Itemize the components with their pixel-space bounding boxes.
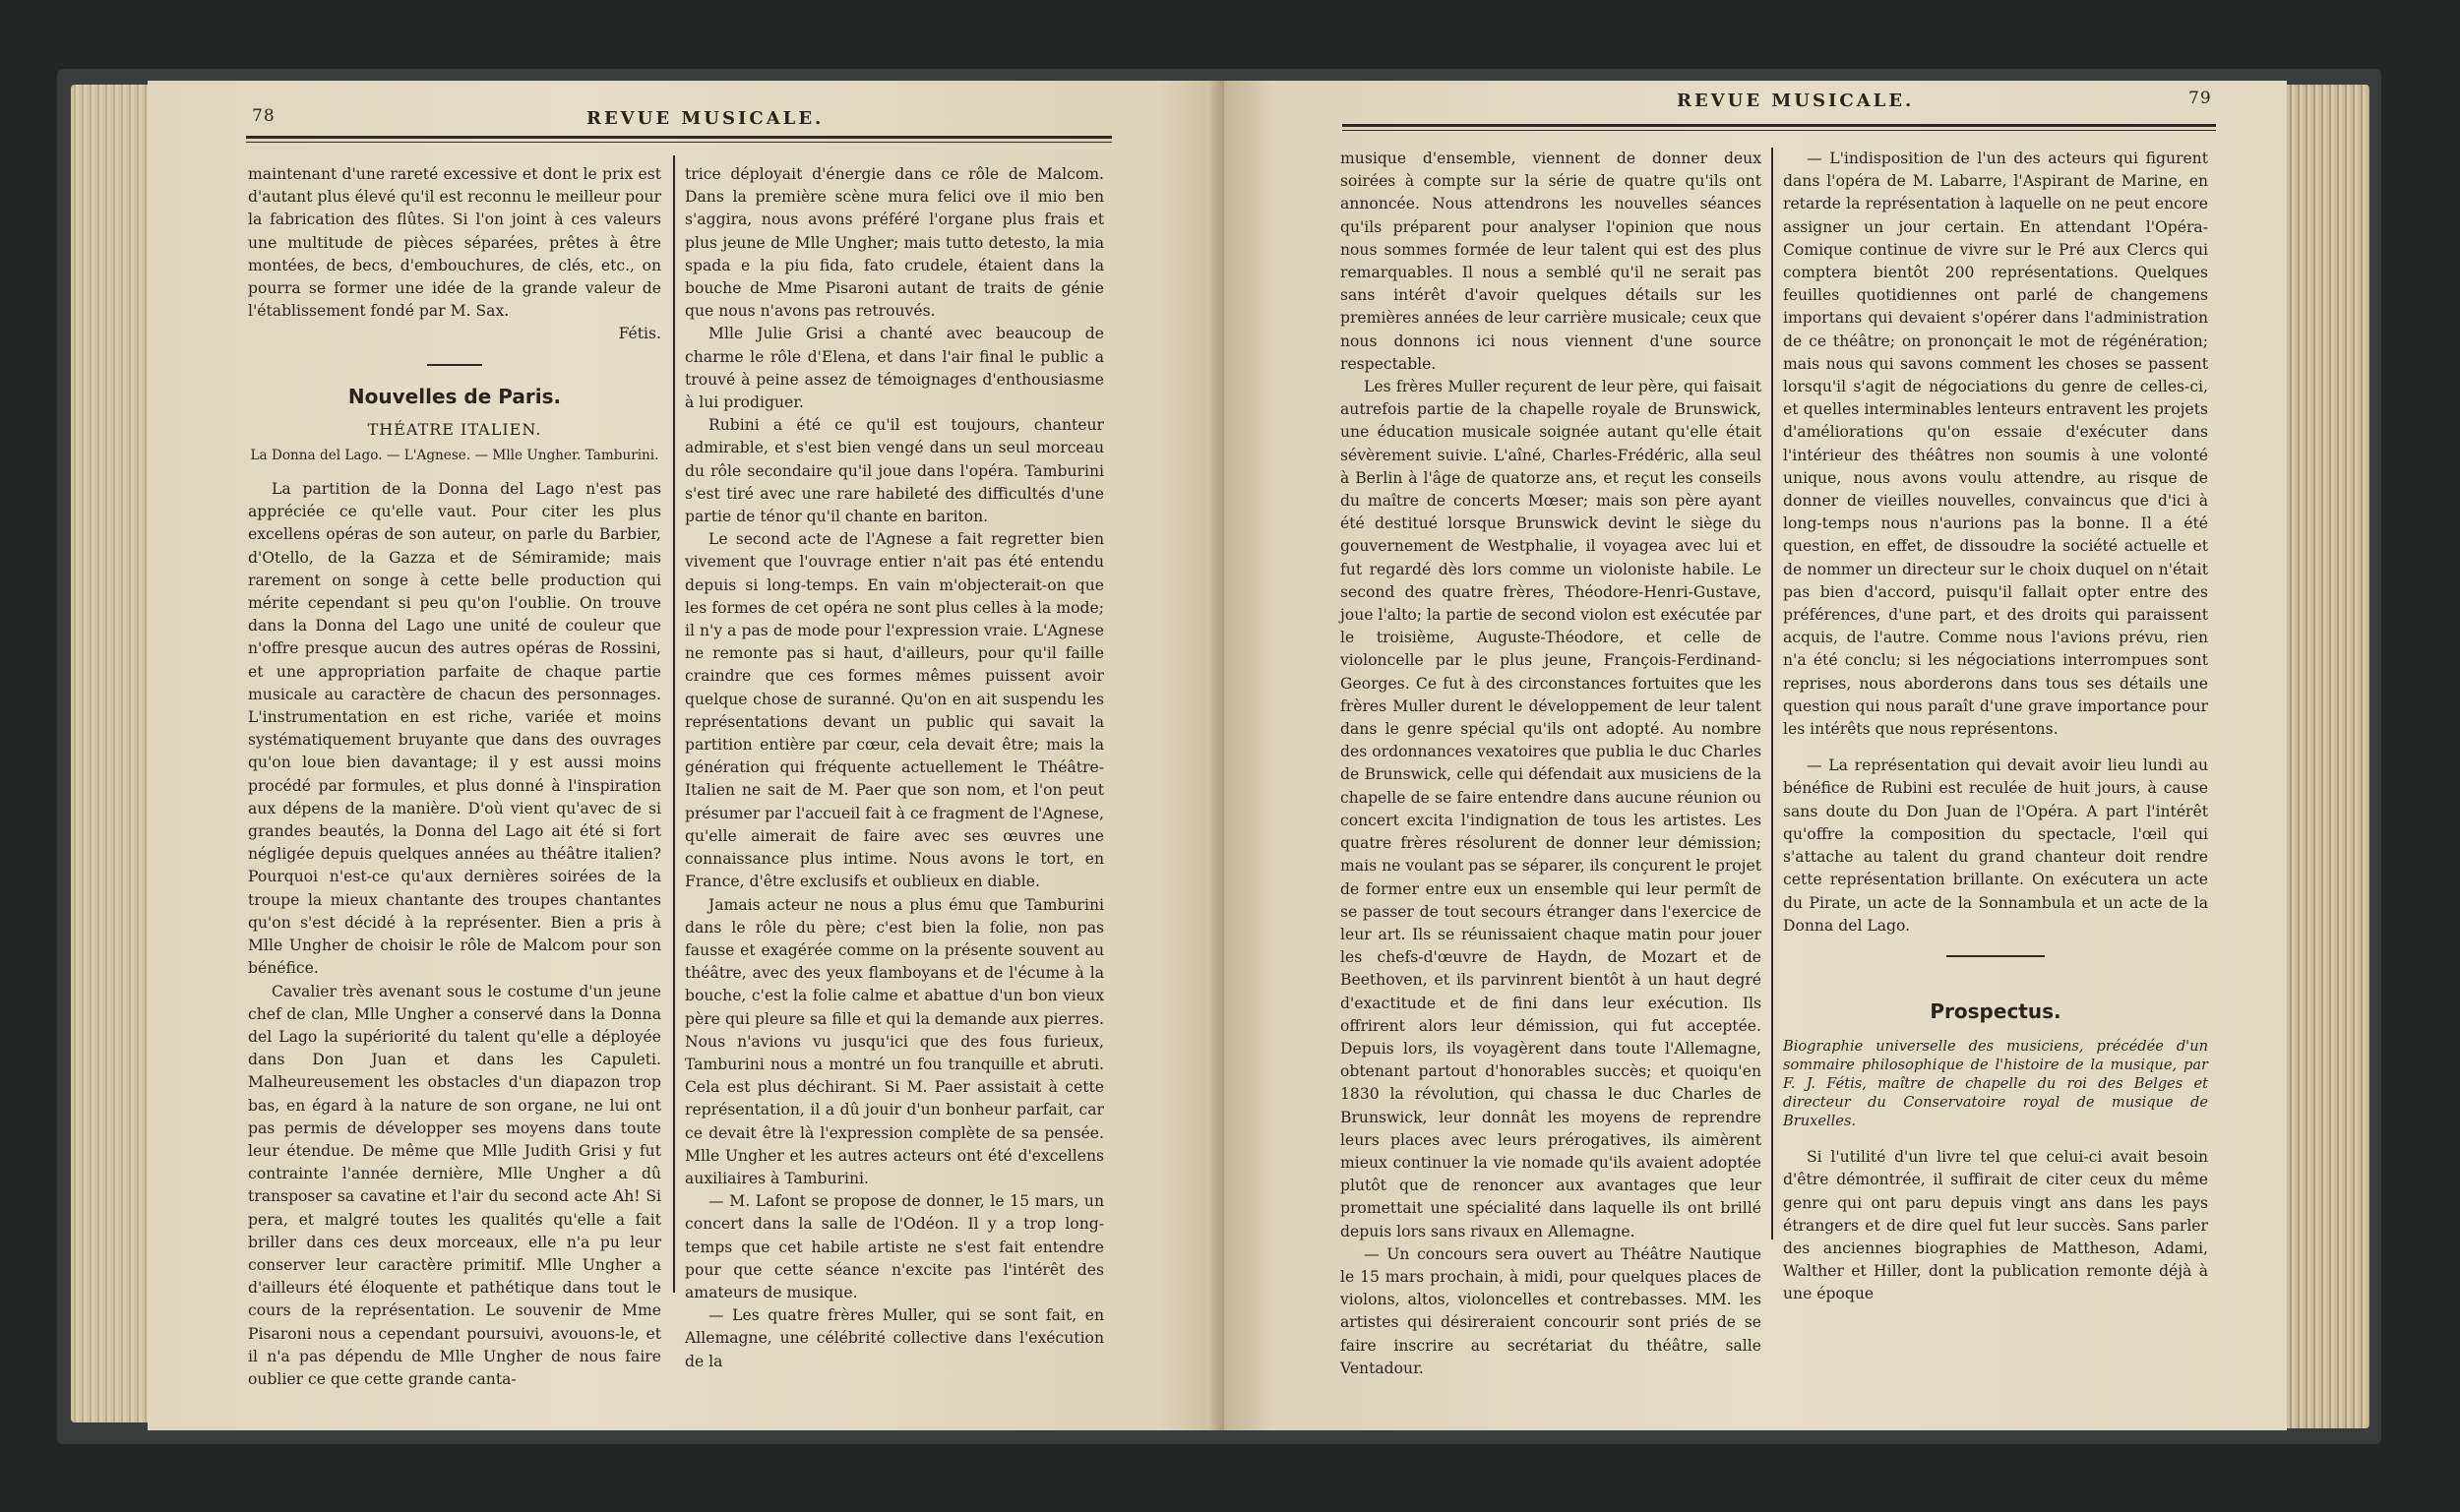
paragraph: — Un concours sera ouvert au Théâtre Nautique le 15 mars prochain, à midi, pour quelques places de violons, altos, violoncelles et contrebasses. MM. les artistes qui désireraient concourir sont priés de se faire inscrire au secrétariat du théâtre, salle Ventadour. xyxy=(1340,1244,1761,1377)
right-col-2 xyxy=(1783,148,2208,1306)
paragraph: Si l'utilité d'un livre tel que celui-ci avait besoin d'être démontrée, il suffirait de citer ceux du même genre qui ont paru depuis vingt ans dans les pays étrangers et de dire quel fut leur succès. Sans parler des anciennes biographies de Mattheson, Adami, Walther et Hiller, dont la publication remonte déjà à une époque xyxy=(1783,1148,2208,1303)
paragraph: trice déployait d'énergie dans ce rôle de Malcom. Dans la première scène mura felici ove il mio ben s'aggira, nous avons préféré l'organe plus frais et plus jeune de Mlle Ungher; mais tutto detesto, la mia spada e la piu fida, fato crudele, étaient dans la bouche de Mme Pisaroni autant de traits de génie que nous n'avons pas retrouvés. xyxy=(685,165,1104,321)
left-col-1 xyxy=(248,163,661,1391)
author-signature: Fétis. xyxy=(618,325,661,343)
prospectus-title: Prospectus. xyxy=(1930,998,2061,1023)
paragraph: — Les quatre frères Muller, qui se sont fait, en Allemagne, une célébrité collective dans l'exécution de la xyxy=(685,1306,1104,1370)
left-col-2 xyxy=(685,163,1104,1373)
right-col-1 xyxy=(1340,148,1761,1380)
paragraph: Le second acte de l'Agnese a fait regretter bien vivement que l'ouvrage entier n'ait pas été entendu depuis si long-temps. En vain m'objecterait-on que les formes de cet opéra ne sont plus celles à la mode; il n'y a pas de mode pour l'expression vraie. L'Agnese ne remonte pas si haut, d'ailleurs, pour qu'il faille craindre que ces formes mêmes puissent avoir quelque chose de suranné. Qu'on en ait suspendu les représentations devant un public qui savait la partition entière par cœur, cela devait être; mais la génération qui fréquente actuellement le Théâtre-Italien ne sait de M. Paer que son nom, et l'on peut présumer par l'accueil fait à ce fragment de l'Agnese, qu'elle aimerait de faire avec ses œuvres une connaissance plus intime. Nous avons le tort, en France, d'être exclusifs et oublieux en diable. xyxy=(685,530,1104,891)
paragraph: Rubini a été ce qu'il est toujours, chanteur admirable, et s'est bien vengé dans un seul morceau du rôle secondaire qu'il joue dans l'opéra. Tamburini s'est tiré avec une rare habileté des difficultés d'une partie de ténor qu'il chante en bariton. xyxy=(685,416,1104,526)
paragraph: Cavalier très avenant sous le costume d'un jeune chef de clan, Mlle Ungher a conservé dans la Donna del Lago la supériorité du talent qu'elle a déployée dans Don Juan et dans les Capuleti. Malheureusement les obstacles d'un diapazon trop bas, en égard à la nature de son organe, ne lui ont pas permis de développer ses moyens dans toute leur étendue. De même que Mlle Judith Grisi y fut contrainte l'année dernière, Mlle Ungher a dû transposer sa cavatine et l'air du second acte Ah! Si pera, et malgré toutes les qualités qu'elle a fait briller dans ces deux morceaux, elle n'a pu leur conserver leur caractère primitif. Mlle Ungher a d'ailleurs été éloquente et pathétique dans tout le cours de la représentation. Le souvenir de Mme Pisaroni nous a cependant poursuivi, avouons-le, et il n'a pas dépendu de Mlle Ungher de nous faire oublier ce que cette grande canta- xyxy=(248,982,661,1388)
section-title: Nouvelles de Paris. xyxy=(347,384,562,408)
paragraph: musique d'ensemble, viennent de donner deux soirées à compte sur la série de quatre qu'ils ont annoncée. Nous attendrons les nouvelles séances qu'ils préparent pour analyser l'opinion que nous nous sommes formée de leur talent qui est des plus remarquables. Il nous a semblé qu'il ne serait pas sans intérêt d'avoir quelques détails sur les premières années de leur carrière musicale; ceux que nous donnons ici nous viennent d'une source respectable. xyxy=(1340,150,1761,373)
paragraph: — M. Lafont se propose de donner, le 15 mars, un concert dans la salle de l'Odéon. Il y a trop long-temps que cet habile artiste ne s'est fait entendre pour que cette séance n'excite pas l'intérêt des amateurs de musique. xyxy=(685,1192,1104,1301)
right-column-divider xyxy=(1771,148,1773,1240)
right-header-rule xyxy=(1342,124,2216,127)
left-header-rule-thin xyxy=(246,142,1112,143)
paragraph: Jamais acteur ne nous a plus ému que Tamburini dans le rôle du père; c'est bien la folie, non pas fausse et exagérée comme on la présente souvent au théâtre, avec des yeux flamboyans et de l'écume à la bouche, c'est la folie calme et abattue d'un bon vieux père qui pleure sa fille et qui la demande aux pierres. Nous n'avions vu jusqu'ici que des fous furieux, Tamburini nous a montré un fou tranquille et abruti. Cela est plus déchirant. Si M. Paer assistait à cette représentation, il a dû jouir d'un bonheur parfait, car ce devait être là l'expression complète de sa pensée. Mlle Ungher et les autres acteurs ont été d'excellens auxiliaires à Tamburini. xyxy=(685,895,1104,1187)
right-header-rule-thin xyxy=(1342,130,2216,131)
paragraph: Mlle Julie Grisi a chanté avec beaucoup de charme le rôle d'Elena, et dans l'air final le public a trouvé à peine assez de témoignages d'enthousiasme à lui prodiguer. xyxy=(685,325,1104,412)
paragraph: — L'indisposition de l'un des acteurs qui figurent dans l'opéra de M. Labarre, l'Aspirant de Marine, en retarde la représentation à laquelle on ne peut encore assigner un jour certain. En attendant l'Opéra-Comique continue de vivre sur le Pré aux Clercs qui comptera bientôt 200 représentations. Quelques feuilles quotidiennes ont parlé de changemens importans qui devaient s'opérer dans l'administration de ce théâtre; on prononçait le mot de régénération; mais nous qui savons comment les choses se passent lorsqu'il s'agit de négociations du genre de celles-ci, et quelles interminables lenteurs entravent les projets d'améliorations qu'on essaie d'exécuter dans l'intérieur des théâtres non soumis à une volonté unique, nous avons voulu attendre, au risque de donner de vieilles nouvelles, convaincus que d'ici à long-temps nous n'aurions pas la bonne. Il a été question, en effet, de dissoudre la société actuelle et de nommer un directeur sur le choix duquel on n'était pas bien d'accord, puisqu'il fallait opter entre des préférences, d'une part, et des droits qui paraissent acquis, de l'autre. Comme nous l'avions prévu, rien n'a été conclu; si les négociations interrompues sont reprises, nous aborderons dans tous ses détails une question qui nous paraît d'une grave importance pour les intérêts que nous représentons. xyxy=(1783,150,2208,739)
cast-note: La Donna del Lago. — L'Agnese. — Mlle Ungher. Tamburini. xyxy=(250,448,659,464)
left-column-divider xyxy=(673,155,675,1293)
article-continuation: maintenant d'une rareté excessive et dont le prix est d'autant plus élevé qu'il est reconnu le meilleur pour la fabrication des flûtes. Si l'on joint à ces valeurs une multitude de pièces séparées, prêtes à être montées, de becs, d'embouchures, de clés, etc., on pourra se former une idée de la grande valeur de l'établissement fondé par M. Sax. xyxy=(248,165,661,321)
subsection-title: THÉATRE ITALIEN. xyxy=(367,419,542,439)
paragraph: La partition de la Donna del Lago n'est pas appréciée ce qu'elle vaut. Pour citer les plus excellens opéras de son auteur, on parle du Barbier, d'Otello, de la Gazza et de Sémiramide; mais rarement on songe à cette belle production qui mérite cependant si peu qu'on l'oublie. On trouve dans la Donna del Lago une unité de couleur que n'offre presque aucun des autres opéras de Rossini, et une appropriation parfaite de chaque partie musicale au caractère de chacun des personnages. L'instrumentation en est riche, variée et moins systématiquement bruyante que dans des ouvrages qu'on loue bien davantage; il y est aussi moins procédé par formules, et plus donné à l'inspiration aux dépens de la manière. D'où vient qu'avec de si grandes beautés, la Donna del Lago ait été si fort négligée depuis quelques années au théâtre italien? Pourquoi n'est-ce qu'aux dernières soirées de la troupe la mieux chantante des troupes chantantes qu'on s'est décidé à la représenter. Bien a pris à Mlle Ungher de choisir le rôle de Malcom pour son bénéfice. xyxy=(248,480,661,978)
left-running-head: REVUE MUSICALE. xyxy=(586,108,825,129)
prospectus-intro: Biographie universelle des musiciens, précédée d'un sommaire philosophique de l'histoire de la musique, par F. J. Fétis, maître de chapelle du roi des Belges et directeur du Conservatoire royal de musique de Bruxelles. xyxy=(1783,1038,2208,1130)
left-header-rule xyxy=(246,136,1112,139)
left-page-number: 78 xyxy=(252,106,276,126)
right-running-head: REVUE MUSICALE. xyxy=(1677,91,1915,111)
right-page-number: 79 xyxy=(2188,89,2212,108)
paragraph: Les frères Muller reçurent de leur père, qui faisait autrefois partie de la chapelle royale de Brunswick, une éducation musicale soignée autant qu'elle était sévèrement suivie. L'aîné, Charles-Frédéric, alla seul à Berlin à l'âge de quatorze ans, et reçut les conseils du maître de concerts Mœser; mais son père ayant été destitué lorsque Brunswick devint le siège du gouvernement de Westphalie, il voyagea avec lui et fut regardé dès lors comme un violoniste habile. Le second des quatre frères, Théodore-Henri-Gustave, joue l'alto; la partie de second violon est exécutée par le troisième, Auguste-Théodore, et celle de violoncelle par le plus jeune, François-Ferdinand-Georges. Ce fut à des circonstances fortuites que les frères Muller durent le développement de leur talent dans le genre spécial qu'ils ont adopté. Au nombre des ordonnances vexatoires que publia le duc Charles de Brunswick, celle qui défendait aux musiciens de la chapelle de se faire entendre dans aucune réunion ou concert excita l'indignation de tous les artistes. Les quatre frères résolurent de donner leur démission; mais ne voulant pas se séparer, ils conçurent le projet de former entre eux un ensemble qui leur permît de se passer de tout secours étranger dans l'exercice de leur art. Ils se réunissaient chaque matin pour jouer les chefs-d'œuvre de Haydn, de Mozart et de Beethoven, et ils parvinrent bientôt à un haut degré d'exactitude et de fini dans leur exécution. Ils offrirent alors leur démission, qui fut acceptée. Depuis lors, ils voyagèrent dans toute l'Allemagne, obtenant partout d'honorables succès; et quoiqu'en 1830 la révolution, qui chassa le duc Charles de Brunswick, leur donnât les moyens de reprendre leurs places avec leurs prérogatives, ils aimèrent mieux continuer la vie nomade qu'ils avaient adoptée plutôt que de renoncer aux avantages que leur promettait une spécialité dans laquelle ils ont brillé depuis lors sans rivaux en Allemagne. xyxy=(1340,378,1761,1240)
paragraph: — La représentation qui devait avoir lieu lundi au bénéfice de Rubini est reculée de huit jours, à cause sans doute du Don Juan de l'Opéra. A part l'intérêt qu'offre la composition du spectacle, l'œil qui s'attache au talent du grand chanteur doit rendre cette représentation brillante. On exécutera un acte du Pirate, un acte de la Sonnambula et un acte de la Donna del Lago. xyxy=(1783,756,2208,935)
